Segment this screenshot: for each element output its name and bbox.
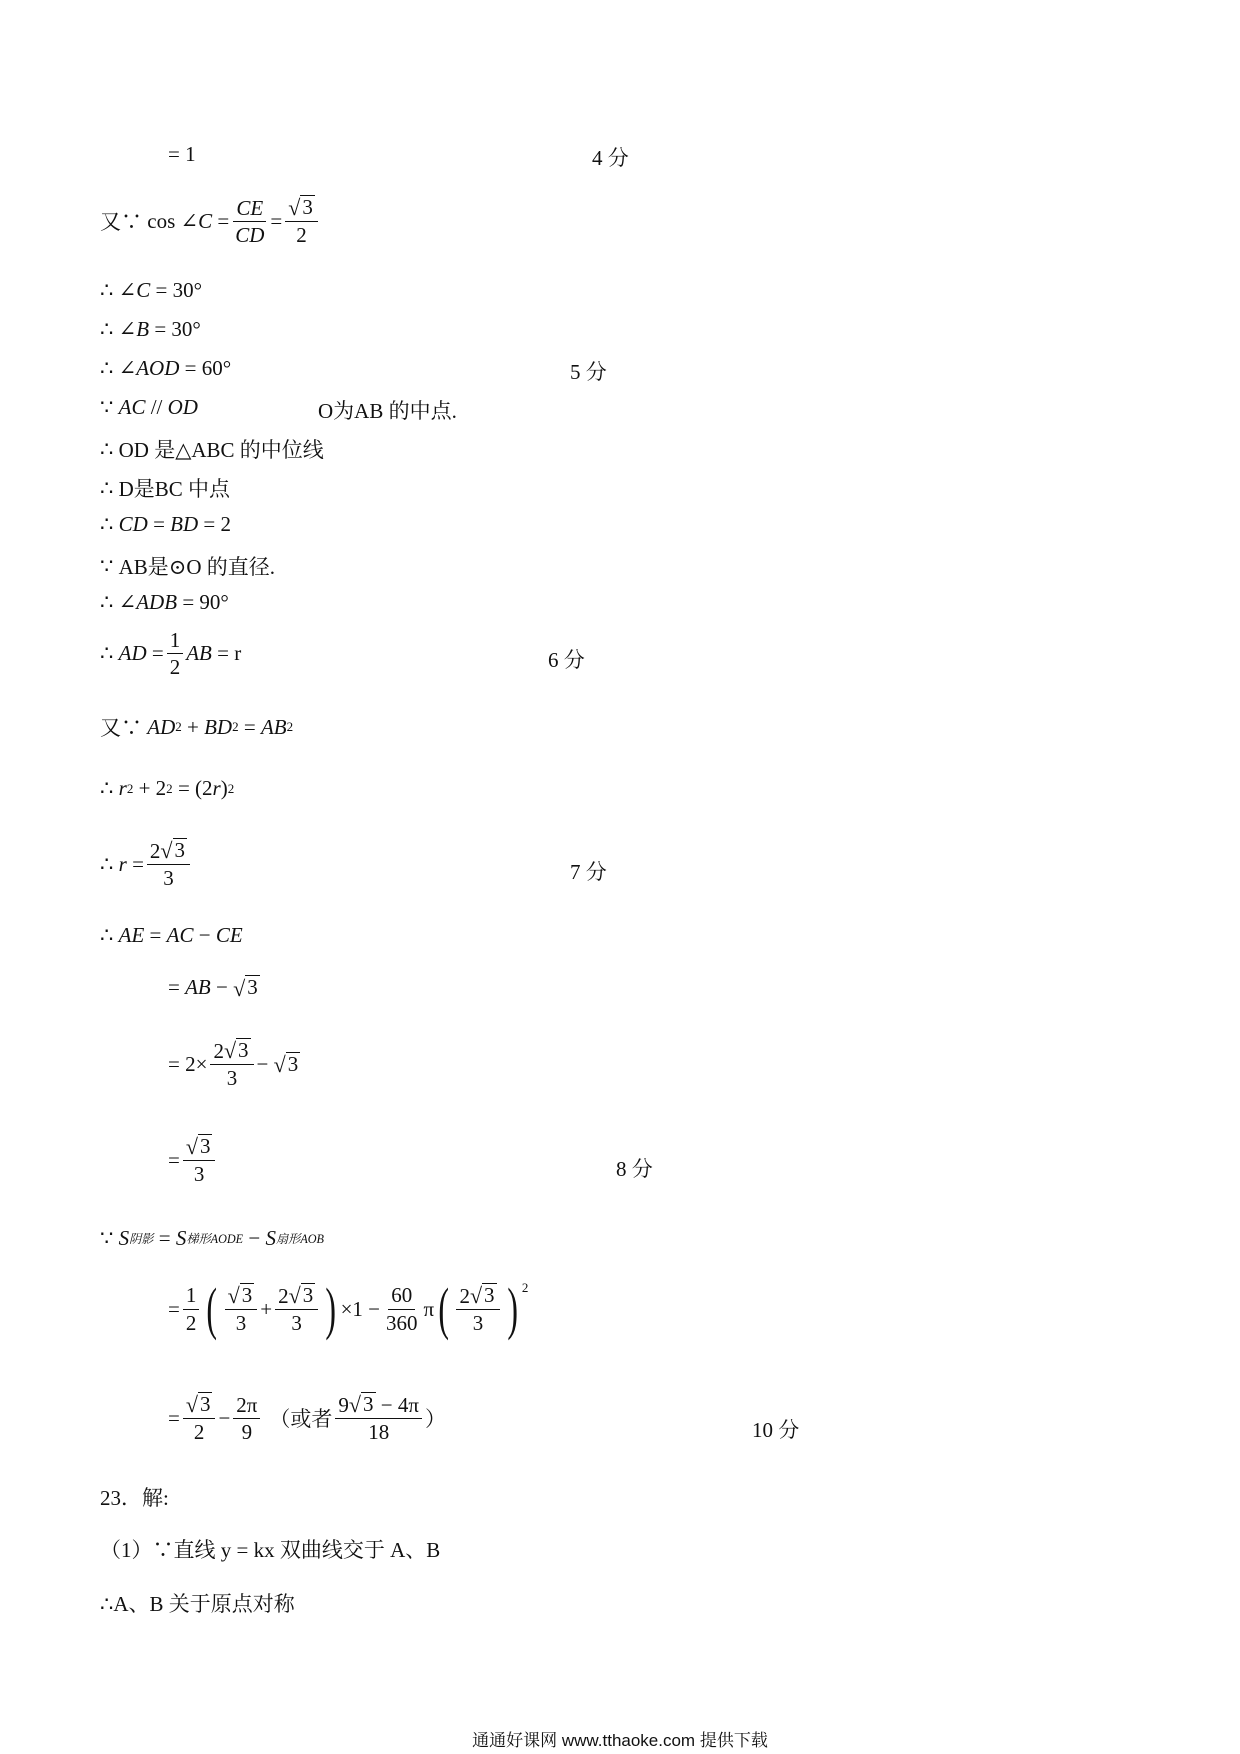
fraction-sqrt3-3-c: √ 3 3 xyxy=(225,1283,258,1335)
eq-line-equals-1: = 1 xyxy=(168,142,196,166)
score-10: 10 分 xyxy=(752,1418,800,1442)
fraction-9sqrt3-4pi-18: 9 √ 3 − 4π 18 xyxy=(335,1392,422,1444)
fraction-1-2: 1 2 xyxy=(167,628,184,679)
question-23-symmetry: ∴A、B 关于原点对称 xyxy=(100,1592,295,1616)
score-4: 4 分 xyxy=(592,146,629,170)
fraction-sqrt3-3: √ 3 3 xyxy=(183,1134,216,1186)
question-23-heading: 23．解: xyxy=(100,1486,169,1510)
eq-line-cos-c: 又∵ cos ∠C = $\frac{CE}{CD}$ = √ 3 2 xyxy=(100,195,321,247)
question-23-part1: （1）∵直线 y = kx 双曲线交于 A、B xyxy=(100,1538,441,1562)
fraction-ce-cd: $\frac{CE}{CD}$ xyxy=(235,195,265,247)
eq-line-2x-frac: = 2× 2 √ 3 3 − √ 3 xyxy=(168,1038,299,1091)
eq-line-r-value: ∴ r = 2 √ 3 3 xyxy=(100,838,193,890)
eq-line-final-area: = √ 3 2 − 2π 9 （或者 9 √ 3 − 4π 18 ） xyxy=(168,1392,446,1445)
fraction-sqrt3-2-b: √ 3 2 xyxy=(183,1392,216,1444)
score-5: 5 分 xyxy=(570,360,607,384)
eq-line-ae: ∴ AE = AC − CE xyxy=(100,923,243,947)
eq-line-ac-parallel-od: ∵ AC // OD xyxy=(100,395,198,419)
eq-line-ab-diameter: ∵ AB是⊙O 的直径. xyxy=(100,553,276,579)
eq-line-ad-half-ab: ∴ AD = 1 2 AB = r xyxy=(100,628,242,680)
eq-line-angle-adb: ∴ ∠ ADB = 90° xyxy=(100,590,229,614)
eq-line-od-midline: ∴ OD 是△ABC 的中位线 xyxy=(100,436,324,462)
eq-line-r-squared: ∴ r 2 + 2 2 = (2 r ) 2 xyxy=(100,776,235,800)
score-8: 8 分 xyxy=(616,1157,653,1181)
fraction-2sqrt3-3-d: 2 √ 3 3 xyxy=(456,1283,499,1335)
fraction-2pi-9: 2π 9 xyxy=(233,1393,260,1444)
fraction-2sqrt3-3-c: 2 √ 3 3 xyxy=(275,1283,318,1335)
o-midpoint-text: O为AB 的中点. xyxy=(318,399,457,423)
eq-line-d-midpoint: ∴ D是BC 中点 xyxy=(100,475,231,501)
eq-line-sqrt3-over-3: = √ 3 3 xyxy=(168,1134,218,1186)
eq-line-ab-minus-sqrt3: = AB − √ 3 xyxy=(168,975,258,1001)
eq-line-area-expression: = 1 2 ( √ 3 3 + 2 √ 3 3 ) ×1 − 60 360 π ( 2 √ 3 3 ) $^2$ xyxy=(168,1276,529,1341)
eq-line-cd-bd: ∴ CD = BD = 2 xyxy=(100,512,231,536)
fraction-sqrt3-2: √ 3 2 xyxy=(285,195,318,247)
fraction-2sqrt3-3: 2 √ 3 3 xyxy=(147,838,190,890)
fraction-half: 1 2 xyxy=(183,1283,200,1334)
eq-line-angle-b: ∴ ∠ B = 30° xyxy=(100,317,201,341)
eq-line-pythagoras: 又∵ AD 2 + BD 2 = AB 2 xyxy=(100,714,294,740)
you-because-label: 又∵ xyxy=(100,210,142,235)
eq-line-shaded-area: ∵ S 阴影 = S 梯形AODE − S 扇形AOB xyxy=(100,1226,324,1250)
eq-line-angle-aod: ∴ ∠ AOD = 60° xyxy=(100,356,232,380)
fraction-2sqrt3-3-b: 2 √ 3 3 xyxy=(210,1038,253,1090)
score-6: 6 分 xyxy=(548,648,585,672)
score-7: 7 分 xyxy=(570,860,607,884)
fraction-60-360: 60 360 xyxy=(386,1283,418,1335)
page-footer: 通通好课网 www.tthaoke.com 提供下载 xyxy=(472,1731,768,1750)
eq-line-angle-c: ∴ ∠ C = 30° xyxy=(100,278,202,302)
